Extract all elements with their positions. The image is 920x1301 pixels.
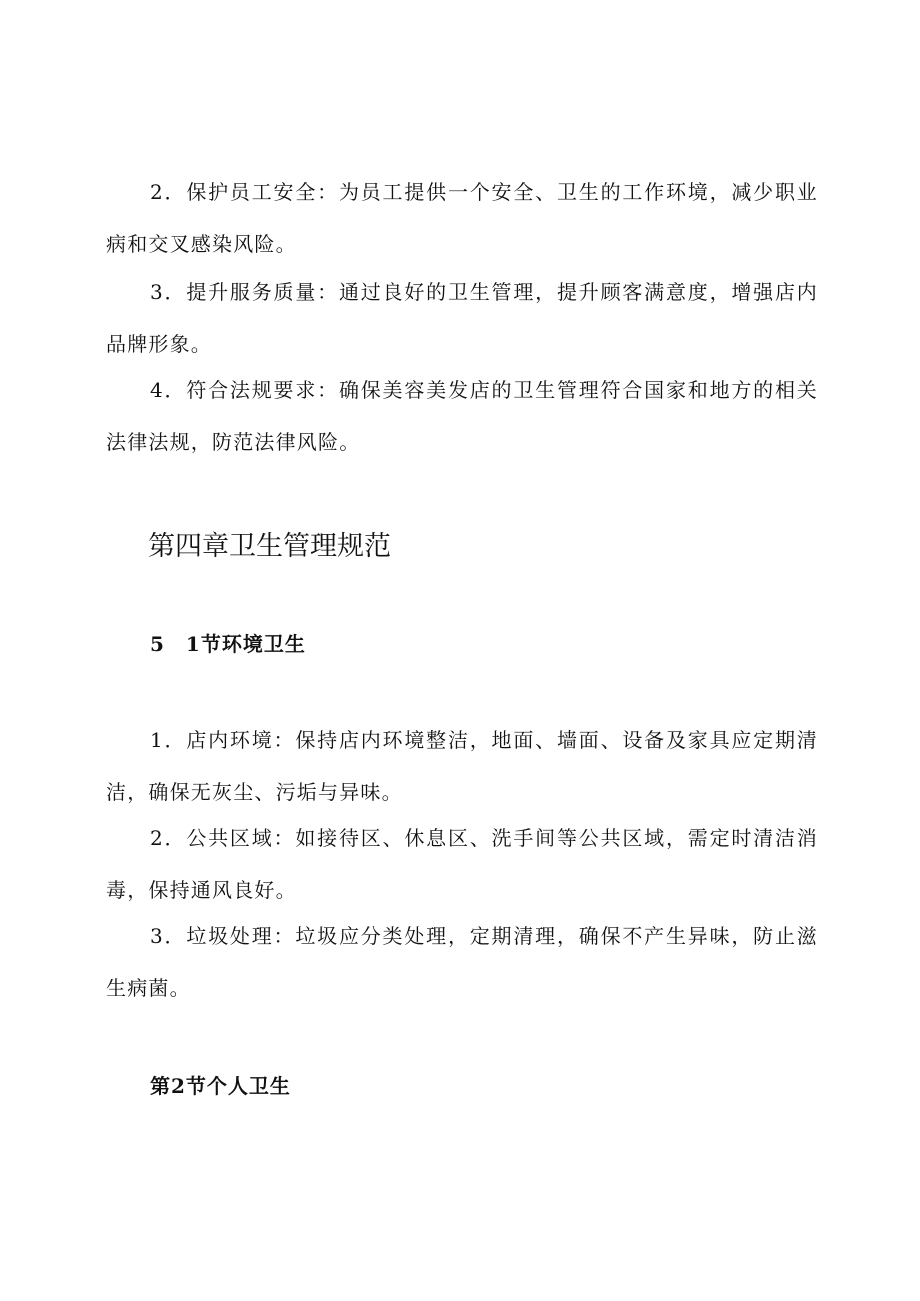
paragraph-waste-disposal: 3．垃圾处理：垃圾应分类处理，定期清理，确保不产生异味，防止滋生病菌。 bbox=[106, 924, 818, 1000]
paragraph-protect-staff: 2．保护员工安全：为员工提供一个安全、卫生的工作环境，减少职业病和交叉感染风险。 bbox=[106, 180, 818, 256]
chapter-title: 第四章卫生管理规范 bbox=[148, 531, 391, 562]
paragraph-compliance: 4．符合法规要求：确保美容美发店的卫生管理符合国家和地方的相关法律法规，防范法律风险。 bbox=[106, 378, 818, 454]
section-1-title: 5 1节环境卫生 bbox=[150, 632, 306, 656]
paragraph-store-environment: 1．店内环境：保持店内环境整洁，地面、墙面、设备及家具应定期清洁，确保无灰尘、污垢与异味。 bbox=[106, 728, 818, 804]
paragraph-service-quality: 3．提升服务质量：通过良好的卫生管理，提升顾客满意度，增强店内品牌形象。 bbox=[106, 280, 818, 356]
section-2-title: 第2节个人卫生 bbox=[150, 1074, 291, 1098]
paragraph-public-areas: 2．公共区域：如接待区、休息区、洗手间等公共区域，需定时清洁消毒，保持通风良好。 bbox=[106, 826, 818, 902]
